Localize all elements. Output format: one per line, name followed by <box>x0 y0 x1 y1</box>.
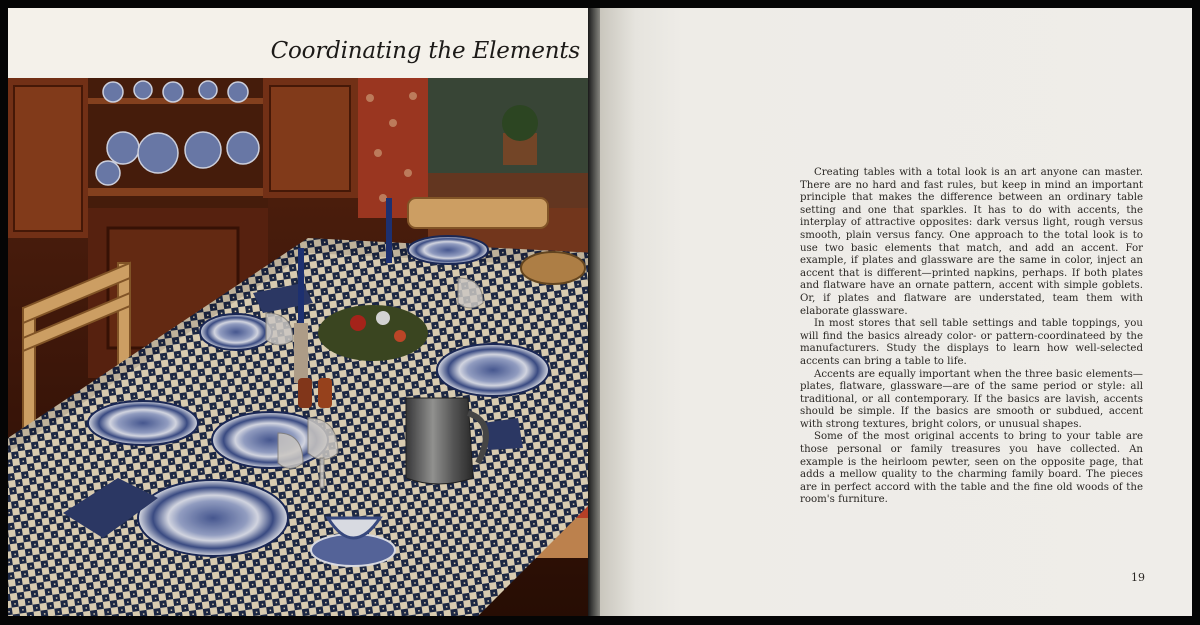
right-page <box>600 8 1192 616</box>
left-page-header <box>8 8 596 78</box>
paragraph-1: Creating tables with a total look is an art anyone can master. There are no hard and fast rules, but keep in mind an important principle that makes the difference between an ordinary table setting and one that sparkles. It has to do with accents, the interplay of attractive opposites: dark versus light, rough versus smooth, plain versus fancy. One approach to the total look is to use two basic elements that match, and add an accent. For example, if plates and glassware are the same in color, inject an accent that is different—printed napkins, perhaps. If both plates and flatware have an ornate pattern, accent with simple goblets. Or, if plates and flatware are understated, team them with elaborate glassware. <box>800 167 1143 317</box>
paragraph-3: Accents are equally important when the three basic elements—plates, flatware, glassware—are of the same period or style: all traditional, or all contemporary. If the basics are lavish, accents should be simple. If the basics are smooth or subdued, accent with strong textures, bright colors, or unusual shapes. <box>800 368 1143 430</box>
page-number: 19 <box>1131 571 1145 584</box>
body-text <box>800 167 1143 507</box>
paragraph-4: Some of the most original accents to bring to your table are those personal or family treasures you have collected. An example is the heirloom pewter, seen on the opposite page, that adds a mellow quality to the charming family board. The pieces are in perfect accord with the table and the fine old woods of the room's furniture. <box>800 431 1143 506</box>
dining-table-photo <box>8 78 596 616</box>
chapter-title: Coordinating the Elements <box>270 38 580 64</box>
left-page <box>8 8 596 616</box>
paragraph-2: In most stores that sell table settings and table toppings, you will find the basics already color- or pattern-coordinateed by the manufacturers. Study the displays to learn how well-selected accents can bring a table to life. <box>800 318 1143 367</box>
